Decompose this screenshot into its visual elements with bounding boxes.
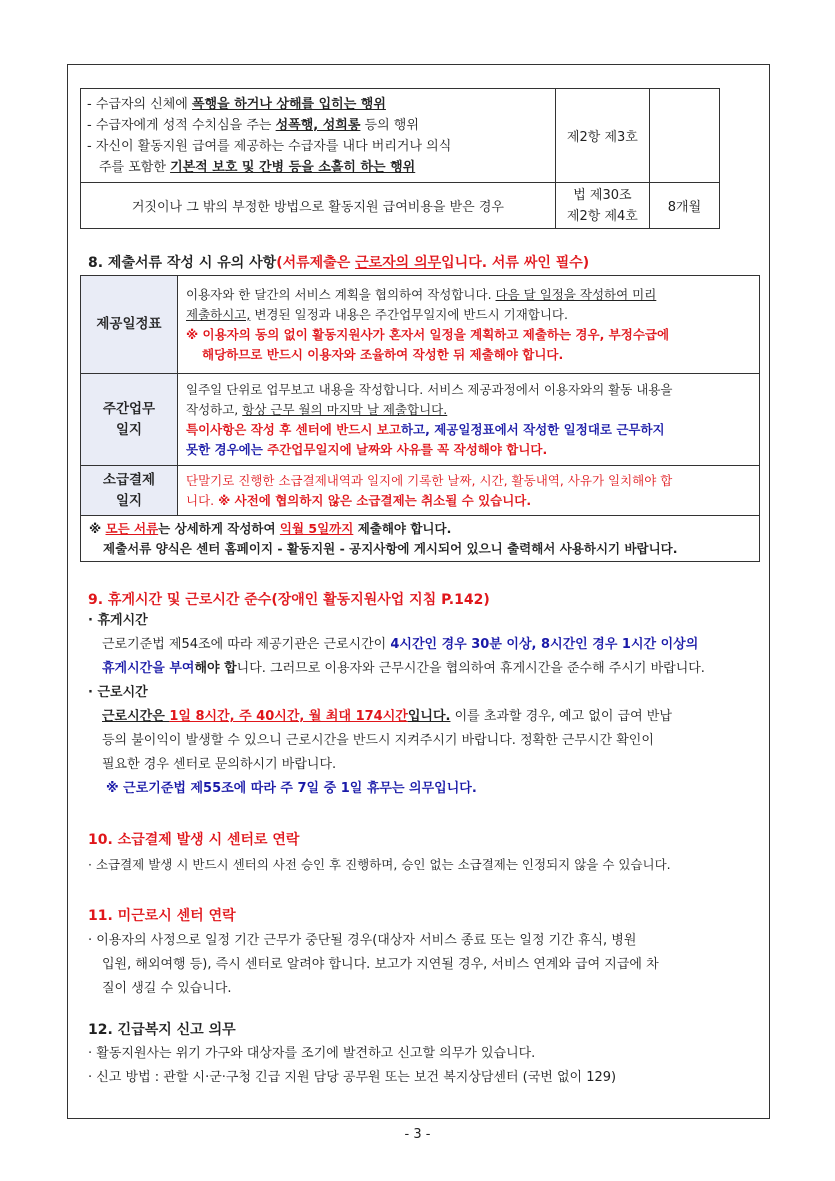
row-label: 주간업무 <box>102 400 156 417</box>
label-cell <box>81 276 178 374</box>
rest-line <box>102 636 698 654</box>
section-11-title: 11. 미근로시 센터 연락 <box>88 908 236 924</box>
body-bold: 해야 합 <box>194 661 237 676</box>
table-row <box>81 516 760 562</box>
section-12-title: 12. 긴급복지 신고 의무 <box>88 1022 236 1038</box>
cell-warning: ※ 이용자의 동의 없이 활동지원사가 혼자서 일정을 계획하고 제출하는 경우, 부정수급에 <box>186 326 670 342</box>
cell-blue: 못한 경우에는 <box>186 441 268 457</box>
law-cell <box>555 183 649 229</box>
period-cell <box>649 89 719 183</box>
violation-table <box>80 88 720 229</box>
cell-underline: 다음 달 일정을 작성하여 미리 <box>495 286 657 302</box>
section-11-text: 입원, 해외여행 등), 즉시 센터로 알려야 합니다. 보고가 지연될 경우, 서비스 연계와 급여 지급에 차 <box>102 957 659 972</box>
desc-text: 주를 포함한 <box>99 159 171 175</box>
cell-warning: 해당하므로 반드시 이용자와 조율하여 작성한 뒤 제출해야 합니다. <box>202 346 564 362</box>
note-cell <box>81 516 760 562</box>
violation-desc-cell <box>81 89 556 183</box>
law-line: 제2항 제4호 <box>566 208 638 224</box>
note-text: 제출해야 합니다. <box>353 520 452 536</box>
cell-text: 이용자와 한 달간의 서비스 계획을 협의하여 작성합니다. <box>186 286 496 302</box>
label-cell <box>81 466 178 516</box>
row-label: 소급결제 <box>102 471 156 488</box>
row-label: 일지 <box>115 492 143 509</box>
desc-emph: 기본적 보호 및 간병 등을 소홀히 하는 행위 <box>170 159 416 175</box>
section-11-text: 질이 생길 수 있습니다. <box>102 981 232 996</box>
body-text: 니다. 그러므로 이용자와 근무시간을 협의하여 휴게시간을 준수해 주시기 바랍니다. <box>236 661 705 676</box>
section-8-title <box>88 252 589 272</box>
violation-desc-cell: 거짓이나 그 밖의 부정한 방법으로 활동지원 급여비용을 받은 경우 <box>81 183 556 229</box>
cell-red: 니다. <box>186 492 219 508</box>
cell-text: 일주일 단위로 업무보고 내용을 작성합니다. 서비스 제공과정에서 이용자와의 활동 내용을 <box>186 381 673 397</box>
desc-text: - 수급자의 신체에 <box>87 96 192 112</box>
section-12-text: · 활동지원사는 위기 가구와 대상자를 조기에 발견하고 신고할 의무가 있습니다. <box>88 1046 536 1061</box>
row-label: 일지 <box>115 421 143 438</box>
note-red: 익월 5일까지 <box>279 520 354 536</box>
body-text: 근로기준법 제54조에 따라 제공기관은 근로시간이 <box>102 637 391 652</box>
note-text: 제출서류 양식은 센터 홈페이지 - 활동지원 - 공지사항에 게시되어 있으니 출력해서 사용하시기 바랍니다. <box>103 540 678 556</box>
period-cell: 8개월 <box>649 183 719 229</box>
work-heading: · 근로시간 <box>88 685 148 700</box>
cell-red: 특이사항은 작성 후 센터에 반드시 보고 <box>186 421 401 437</box>
desc-emph: 폭행을 하거나 상해를 입히는 행위 <box>192 96 386 112</box>
desc-text: 등의 행위 <box>360 117 419 133</box>
cell-red: 주간업무일지에 날짜와 사유를 꼭 작성해야 합니다. <box>267 441 548 457</box>
note-text: ※ <box>89 520 106 536</box>
content-cell <box>178 374 760 466</box>
title-text: 8. 제출서류 작성 시 유의 사항 <box>88 255 277 271</box>
table-row <box>81 374 760 466</box>
section-10-text: · 소급결제 발생 시 반드시 센터의 사전 승인 후 진행하며, 승인 없는 소급결제는 인정되지 않을 수 있습니다. <box>88 857 671 872</box>
table-row <box>81 466 760 516</box>
desc-text: - 자신이 활동지원 급여를 제공하는 수급자를 내다 버리거나 의식 <box>87 138 452 154</box>
body-text: 이를 초과할 경우, 예고 없이 급여 반납 <box>450 709 672 724</box>
cell-underline: 항상 근무 월의 마지막 날 제출합니다. <box>242 401 448 417</box>
section-12-text: · 신고 방법 : 관할 시·군·구청 긴급 지원 담당 공무원 또는 보건 복지상담센터 (국번 없이 129) <box>88 1070 617 1085</box>
work-note: ※ 근로기준법 제55조에 따라 주 7일 중 1일 휴무는 의무입니다. <box>106 781 477 796</box>
cell-blue: 하고, 제공일정표에서 작성한 일정대로 근무하지 <box>400 421 665 437</box>
section-11-text: · 이용자의 사정으로 일정 기간 근무가 중단될 경우(대상자 서비스 종료 또는 일정 기간 휴식, 병원 <box>88 933 637 948</box>
rest-heading: · 휴게시간 <box>88 613 148 628</box>
page-number: - 3 - <box>404 1127 431 1142</box>
note-text: 는 상세하게 작성하여 <box>158 520 280 536</box>
row-label: 제공일정표 <box>96 316 162 332</box>
table-row <box>81 183 720 229</box>
cell-text: 작성하고, <box>186 401 243 417</box>
work-line: 필요한 경우 센터로 문의하시기 바랍니다. <box>102 757 337 772</box>
content-cell <box>178 276 760 374</box>
title-red: 입니다. 서류 싸인 필수) <box>441 255 590 271</box>
cell-red: 단말기로 진행한 소급결제내역과 일지에 기록한 날짜, 시간, 활동내역, 사유가 일치해야 합 <box>186 472 673 488</box>
cell-warning: ※ 사전에 협의하지 않은 소급결제는 취소될 수 있습니다. <box>218 492 532 508</box>
rest-line <box>102 660 705 678</box>
cell-text: 변경된 일정과 내용은 주간업무일지에 반드시 기재합니다. <box>250 306 568 322</box>
title-red-underline: 근로자의 의무 <box>355 255 442 271</box>
cell-underline: 제출하시고, <box>186 306 251 322</box>
desc-text: - 수급자에게 성적 수치심을 주는 <box>87 117 276 133</box>
table-row <box>81 276 760 374</box>
work-line <box>102 708 672 726</box>
title-red: (서류제출은 <box>276 255 356 271</box>
table-row <box>81 89 720 183</box>
section-10-title: 10. 소급결제 발생 시 센터로 연락 <box>88 832 300 848</box>
label-cell <box>81 374 178 466</box>
body-red: 1일 8시간, 주 40시간, 월 최대 174시간 <box>169 709 408 724</box>
note-red: 모든 서류 <box>105 520 159 536</box>
content-cell <box>178 466 760 516</box>
body-blue: 휴게시간을 부여 <box>102 661 195 676</box>
body-bold: 근로시간은 <box>102 709 170 724</box>
section-9-title: 9. 휴게시간 및 근로시간 준수(장애인 활동지원사업 지침 P.142) <box>88 592 490 608</box>
documents-table <box>80 275 760 562</box>
work-line: 등의 불이익이 발생할 수 있으니 근로시간을 반드시 지켜주시기 바랍니다. 정확한 근무시간 확인이 <box>102 733 654 748</box>
law-cell: 제2항 제3호 <box>555 89 649 183</box>
desc-emph: 성폭행, 성희롱 <box>275 117 361 133</box>
law-line: 법 제30조 <box>573 187 632 203</box>
body-bold: 입니다. <box>407 709 451 724</box>
body-blue: 4시간인 경우 30분 이상, 8시간인 경우 1시간 이상의 <box>390 637 699 652</box>
